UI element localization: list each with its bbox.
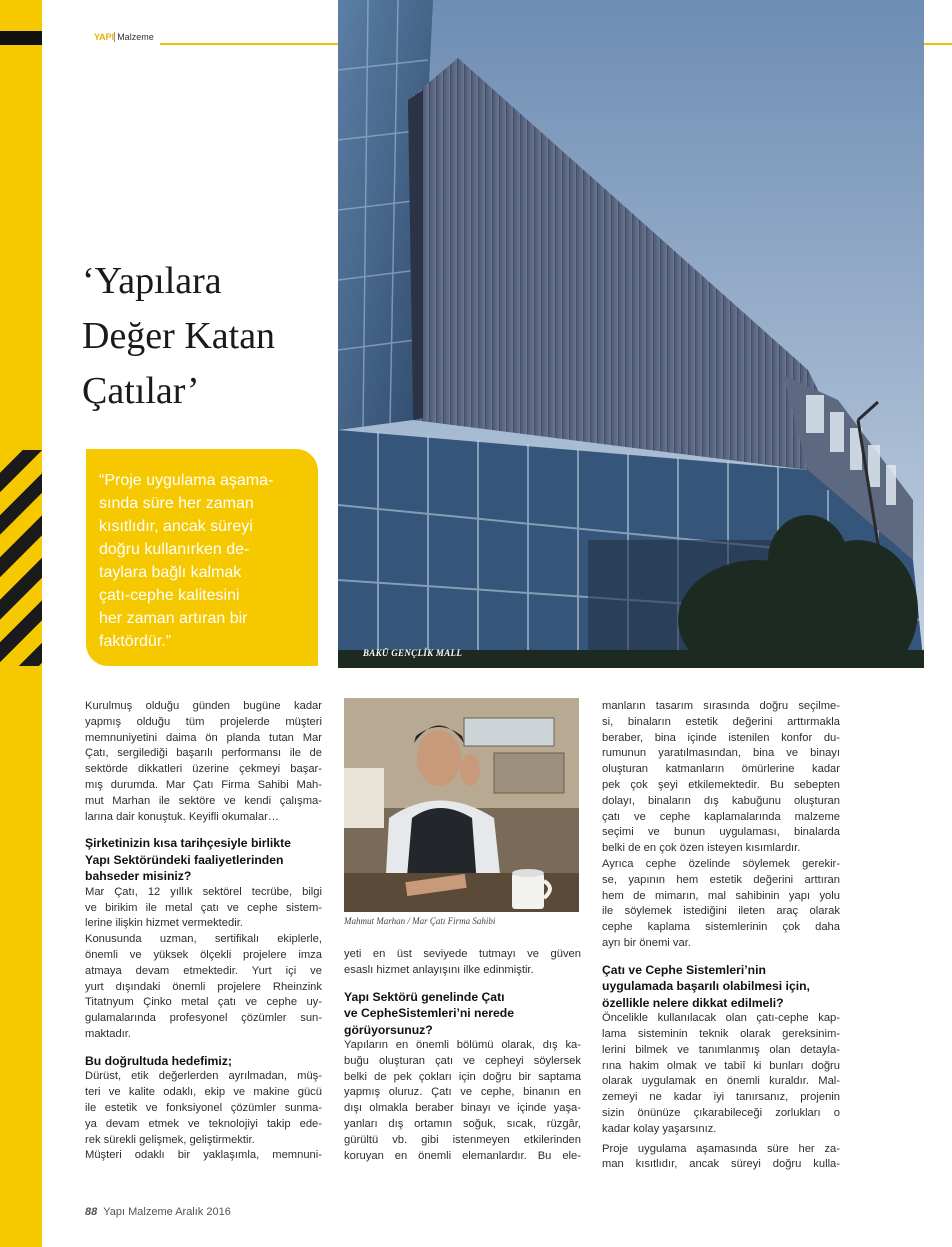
header-rule-right bbox=[924, 43, 952, 45]
question-heading: Şirketinizin kısa tarihçesiyle birlikte Yapı Sektöründeki faaliyetlerinden bahseder misiniz? bbox=[85, 836, 291, 884]
answer-paragraph: Dürüst, etik değerlerden ayrılmadan, müş- teri ve kalite odaklı, ekip ve makine gücü ile estetik ve fonksiyonel çözümler sunma- ya devam etmek ve teknolojiyi takip ede- rek sürekli gelişmek, geliştirmektir. Müşteri odaklı bir yaklaşımla, memnuni- bbox=[85, 1070, 322, 1162]
quote-line: sında süre her zaman bbox=[99, 495, 254, 512]
title-line: Değer Katan bbox=[82, 315, 276, 357]
building-photo bbox=[338, 0, 924, 668]
quote-line: “Proje uygulama aşama- bbox=[99, 472, 274, 489]
body-column-1 bbox=[85, 699, 322, 1164]
article-title bbox=[82, 254, 332, 419]
title-line: Çatılar’ bbox=[82, 370, 200, 412]
photo-caption: BAKÜ GENÇLİK MALL bbox=[363, 648, 463, 658]
body-column-2 bbox=[344, 947, 581, 1164]
pull-quote bbox=[99, 469, 311, 653]
magazine-logo: YAPI Malzeme bbox=[94, 32, 154, 42]
question-heading: Bu doğrultuda hedefimiz; bbox=[85, 1053, 232, 1068]
answer-paragraph: yeti en üst seviyede tutmayı ve güven esaslı hizmet anlayışını ilke edinmiştir. bbox=[344, 948, 581, 976]
footer-text: Yapı Malzeme Aralık 2016 bbox=[103, 1206, 231, 1218]
quote-line: taylara bağlı kalmak bbox=[99, 564, 242, 581]
answer-paragraph: manların tasarım sırasında doğru seçilme- si, binaların estetik değerini arttırmakla beraber, bina içinde istenilen konfor du- rumunun yaratılmasından, bina ve binayı oluşturan katmanların ömürlerine kadar pek çok şeyi etkilemektedir. Bu sebepten dolayı, binaların dış kabuğunu oluşturan çatı ve cephe kaplamalarında malzeme seçimi ve bunun uygulaması, binalarda belki de en çok özen isteyen kısımlardır. Ayrıca cephe özelinde söylemek gerekir- se, yapının hem estetik değerini arttıran hem de mimarın, mal sahibinin yapı yolu ile söylemek istediğini ileten araç olarak cephe kaplama sistemlerinin çok daha ayrı bir önemi var. bbox=[602, 700, 840, 949]
title-line: ‘Yapılara bbox=[82, 260, 222, 302]
page-number: 88 bbox=[85, 1206, 98, 1218]
portrait-caption: Mahmut Marhan / Mar Çatı Firma Sahibi bbox=[344, 916, 496, 926]
quote-line: çatı-cephe kalitesini bbox=[99, 587, 240, 604]
portrait-photo bbox=[344, 698, 579, 912]
answer-paragraph: Yapıların en önemli bölümü olarak, dış ka- buğu oluşturan çatı ve cepheyi söylersek belki de pek çokları için doğru bir saptama yapmış oluruz. Çatı ve cephe, binanın en dışı olmakla beraber binayı ve içinde yaşa- yanları dış ortamın soğuk, sıcak, rüzgâr, gürültü vb. gibi istenmeyen etkilerinden koruyan en önemli elemanlardır. Bu ele- bbox=[344, 1039, 581, 1162]
body-column-3 bbox=[602, 699, 840, 1173]
page-footer bbox=[85, 1206, 231, 1218]
question-heading: Çatı ve Cephe Sistemleri’nin uygulamada başarılı olabilmesi için, özellikle nelere dikkat edilmeli? bbox=[602, 962, 810, 1010]
question-heading: Yapı Sektörü genelinde Çatı ve CepheSistemleri’ni nerede görüyorsunuz? bbox=[344, 989, 515, 1037]
quote-line: her zaman artıran bir bbox=[99, 610, 248, 627]
answer-paragraph: Mar Çatı, 12 yıllık sektörel tecrübe, bilgi ve birikim ile metal çatı ve cephe sistem- lerine ilişkin hizmet vermektedir. Konusunda uzman, sertifikalı ekiplerle, önemli ve yüksek ölçekli projelere imza atmaya devam etmektedir. Yurt içi ve yurt dışındaki önemli projelere Rheinzink Titatnyum Çinko metal çatı ve cephe uy- gulamalarında profesyonel çözümler sun- maktadır. bbox=[85, 885, 322, 1041]
quote-line: kısıtlıdır, ancak süreyi bbox=[99, 518, 253, 535]
answer-paragraph: Öncelikle kullanılacak olan çatı-cephe kap- lama sisteminin teknik olarak gereksinim- lerini bilmek ve tanımlanmış olan detayla- rına hakim olmak ve tabiî ki bunları doğru olarak uygulamak en önemli kuraldır. Mal- zemeyi ne kadar iyi tanırsanız, projenin sizin önünüze çıkarabileceği zorlukları o kadar kolay yaşarsınız. Proje uygulama aşamasında süre her za- man kısıtlıdır, ancak süreyi doğru kulla- bbox=[602, 1012, 840, 1171]
hazard-stripes bbox=[0, 450, 42, 666]
left-black-tab bbox=[0, 31, 42, 45]
quote-line: doğru kullanırken de- bbox=[99, 541, 250, 558]
intro-paragraph: Kurulmuş olduğu günden bugüne kadar yapmış olduğu tüm projelerde müşteri memnuniyetini daima ön planda tutan Mar Çatı, sergilediği başarılı performansı ile de sektörde dikkatleri üzerine çekmeyi başar- mış durumda. Mar Çatı Firma Sahibi Mah- mut Marhan ile sektöre ve kendi çalışma- larına dair konuştuk. Keyifli okumalar… bbox=[85, 700, 322, 823]
header-rule bbox=[160, 43, 338, 45]
quote-line: faktördür.” bbox=[99, 633, 172, 650]
